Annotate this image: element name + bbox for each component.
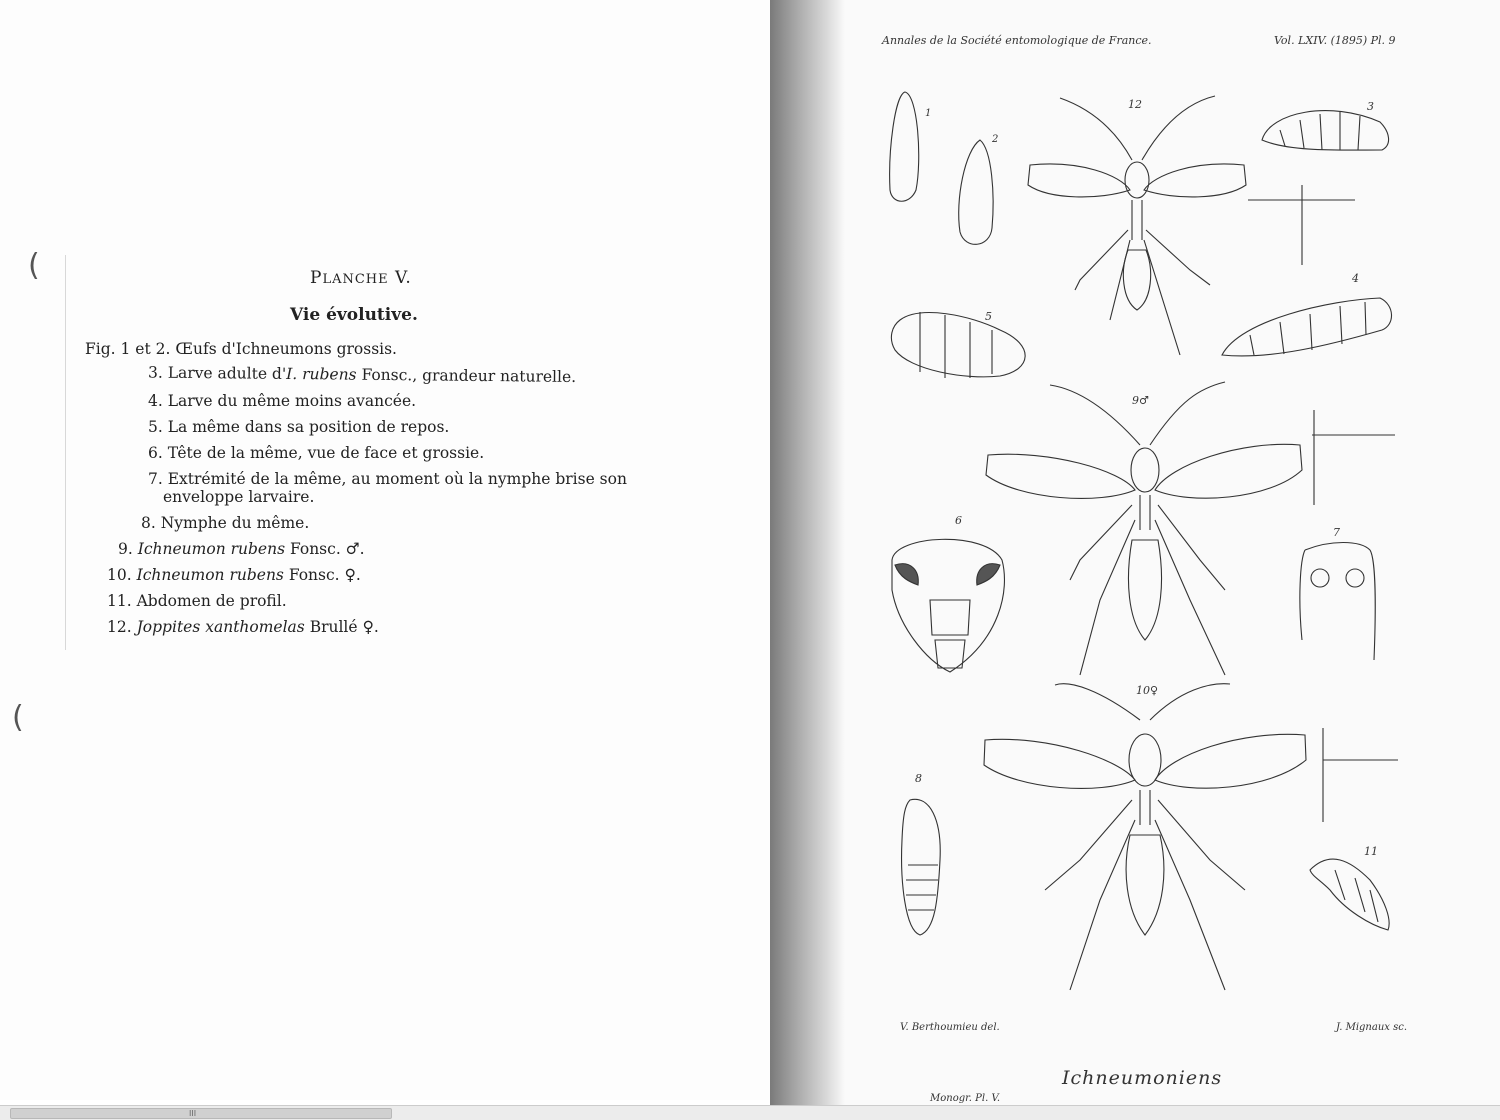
legend-text: Larve du même moins avancée. — [167, 392, 417, 410]
figure-label: 2 — [992, 134, 999, 145]
species-name: I. rubens — [286, 364, 357, 384]
species-name: Ichneumon rubens — [136, 566, 284, 584]
scan-mark: ( — [12, 700, 24, 735]
engraver-credit: J. Mignaux sc. — [1336, 1022, 1408, 1033]
figure-label: 8 — [915, 772, 922, 785]
legend-number: Fig. 1 et 2. — [85, 340, 171, 358]
legend-continuation — [85, 484, 564, 510]
figure-label: 5 — [985, 310, 992, 323]
legend-text: La même dans sa position de repos. — [167, 418, 450, 436]
legend-number: 12. — [107, 618, 132, 636]
legend-text: enveloppe larvaire. — [163, 488, 315, 506]
plate-illustrations — [770, 0, 1500, 1108]
egg-illustration — [890, 92, 919, 201]
legend-item — [148, 388, 627, 414]
legend-item — [107, 614, 586, 640]
larva-head-illustration — [892, 539, 1004, 672]
figure-label: 11 — [1364, 845, 1378, 858]
legend-item — [148, 414, 627, 440]
scrollbar-thumb[interactable] — [10, 1108, 392, 1119]
legend-number: 6. — [148, 444, 163, 462]
figure-legend — [85, 336, 627, 640]
legend-item — [107, 588, 586, 614]
legend-item — [107, 562, 586, 588]
larva-illustration — [1222, 298, 1392, 356]
legend-number: 9. — [118, 540, 133, 558]
legend-text: Tête de la même, vue de face et grossie. — [167, 444, 485, 462]
legend-number: 10. — [107, 566, 132, 584]
legend-text: Abdomen de profil. — [136, 592, 287, 610]
legend-number: 11. — [107, 592, 132, 610]
abdomen-illustration — [1310, 859, 1389, 930]
illustrator-credit: V. Berthoumieu del. — [900, 1022, 1000, 1033]
legend-item — [141, 510, 620, 536]
legend-text: Extrémité de la même, au moment où la nymphe brise son — [167, 470, 627, 488]
margin-line — [65, 255, 66, 650]
horizontal-scrollbar[interactable] — [0, 1105, 1500, 1120]
wasp-illustration — [1028, 96, 1246, 355]
plate-footer: Monogr. Pl. V. — [930, 1093, 1001, 1104]
volume-header: Vol. LXIV. (1895) Pl. 9 — [1274, 34, 1396, 47]
species-name: Ichneumon rubens — [137, 540, 286, 558]
legend-text: Larve adulte d' — [167, 363, 287, 383]
legend-number: 7. — [148, 470, 163, 488]
scrollbar-grip: III — [189, 1109, 197, 1118]
plate-title: PLANCHE V. — [310, 268, 412, 288]
legend-text: Fonsc. ♂. — [285, 540, 365, 558]
larva-illustration — [891, 312, 1025, 378]
wasp-illustration — [986, 382, 1302, 675]
plate-caption: Ichneumoniens — [1062, 1067, 1223, 1089]
legend-item — [148, 359, 627, 390]
legend-text: Fonsc. ♀. — [283, 566, 361, 584]
legend-number: 5. — [148, 418, 163, 436]
figure-label: 12 — [1128, 98, 1142, 111]
legend-text: Brullé ♀. — [304, 618, 379, 636]
legend-number: 3. — [147, 363, 163, 382]
scale-bar — [1312, 410, 1395, 505]
journal-header: Annales de la Société entomologique de France. — [882, 34, 1152, 47]
legend-item — [85, 336, 564, 362]
legend-text: Fonsc., grandeur naturelle. — [356, 365, 577, 386]
scan-mark: ( — [28, 248, 40, 283]
figure-label: 10♀ — [1136, 684, 1159, 697]
figure-label: 4 — [1352, 272, 1359, 285]
wasp-illustration — [984, 684, 1306, 990]
egg-illustration — [959, 140, 993, 244]
figure-label: 9♂ — [1132, 394, 1149, 407]
pupa-illustration — [902, 799, 941, 935]
legend-item — [148, 440, 627, 466]
legend-text: Œufs d'Ichneumons grossis. — [175, 340, 397, 358]
figure-label: 6 — [955, 514, 962, 527]
scale-bar — [1323, 728, 1398, 822]
larva-illustration — [1262, 111, 1389, 151]
species-name: Joppites xanthomelas — [136, 618, 305, 636]
plate-subtitle: Vie évolutive. — [290, 305, 418, 325]
legend-item — [118, 536, 597, 562]
legend-number: 8. — [141, 514, 156, 532]
legend-text: Nymphe du même. — [160, 514, 310, 532]
scale-bar — [1248, 185, 1355, 265]
plate-page — [770, 0, 1500, 1108]
figure-label: 7 — [1333, 526, 1340, 539]
figure-label: 3 — [1367, 100, 1374, 113]
larva-extremity-illustration — [1300, 543, 1375, 661]
legend-number: 4. — [148, 392, 163, 410]
figure-label: 1 — [925, 108, 932, 119]
